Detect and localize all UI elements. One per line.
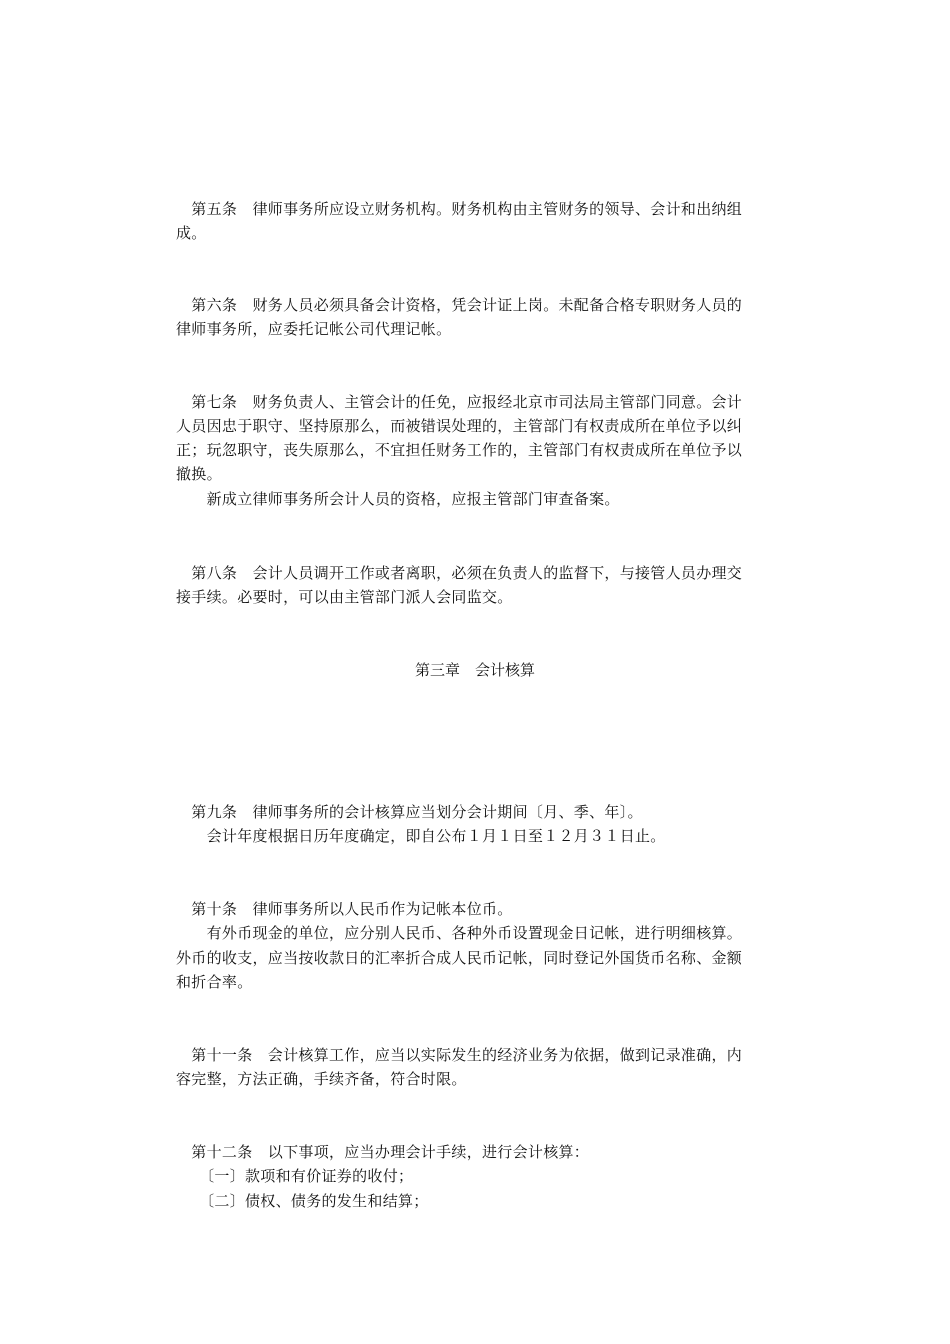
article-10-line-1: 第十条 律师事务所以人民币作为记帐本位币。: [176, 900, 513, 918]
article-6-line-2: 律师事务所，应委托记帐公司代理记帐。: [176, 320, 452, 338]
article-8-line-2: 接手续。必要时，可以由主管部门派人会同监交。: [176, 588, 513, 606]
article-7-line-1: 第七条 财务负责人、主管会计的任免，应报经北京市司法局主管部门同意。会计: [176, 393, 743, 411]
article-7-line-2: 人员因忠于职守、坚持原那么，而被错误处理的，主管部门有权责成所在单位予以纠: [176, 417, 743, 435]
article-11-line-2: 容完整，方法正确，手续齐备，符合时限。: [176, 1070, 467, 1088]
article-8-line-1: 第八条 会计人员调开工作或者离职，必须在负责人的监督下，与接管人员办理交: [176, 564, 743, 582]
article-12-line-3: 〔二〕债权、债务的发生和结算；: [176, 1192, 429, 1210]
article-5-line-1: 第五条 律师事务所应设立财务机构。财务机构由主管财务的领导、会计和出纳组: [176, 200, 743, 218]
article-10-line-2: 有外币现金的单位，应分别人民币、各种外币设置现金日记帐，进行明细核算。: [176, 924, 743, 942]
article-12-line-2: 〔一〕款项和有价证券的收付；: [176, 1167, 414, 1185]
article-9-line-1: 第九条 律师事务所的会计核算应当划分会计期间〔月、季、年〕。: [176, 803, 643, 821]
article-9-line-2: 会计年度根据日历年度确定，即自公布１月１日至１２月３１日止。: [176, 827, 666, 845]
article-5-line-2: 成。: [176, 224, 207, 242]
article-7-line-3: 正；玩忽职守，丧失原那么，不宜担任财务工作的，主管部门有权责成所在单位予以: [176, 441, 743, 459]
article-7-line-5: 新成立律师事务所会计人员的资格，应报主管部门审查备案。: [176, 490, 620, 508]
article-7-line-4: 撤换。: [176, 465, 222, 483]
article-6-line-1: 第六条 财务人员必须具备会计资格，凭会计证上岗。未配备合格专职财务人员的: [176, 296, 743, 314]
article-11-line-1: 第十一条 会计核算工作，应当以实际发生的经济业务为依据，做到记录准确，内: [176, 1046, 743, 1064]
chapter-heading: 第三章 会计核算: [414, 661, 535, 679]
article-10-line-4: 和折合率。: [176, 973, 253, 991]
article-12-line-1: 第十二条 以下事项，应当办理会计手续，进行会计核算：: [176, 1143, 590, 1161]
article-10-line-3: 外币的收支，应当按收款日的汇率折合成人民币记帐，同时登记外国货币名称、金额: [176, 949, 743, 967]
